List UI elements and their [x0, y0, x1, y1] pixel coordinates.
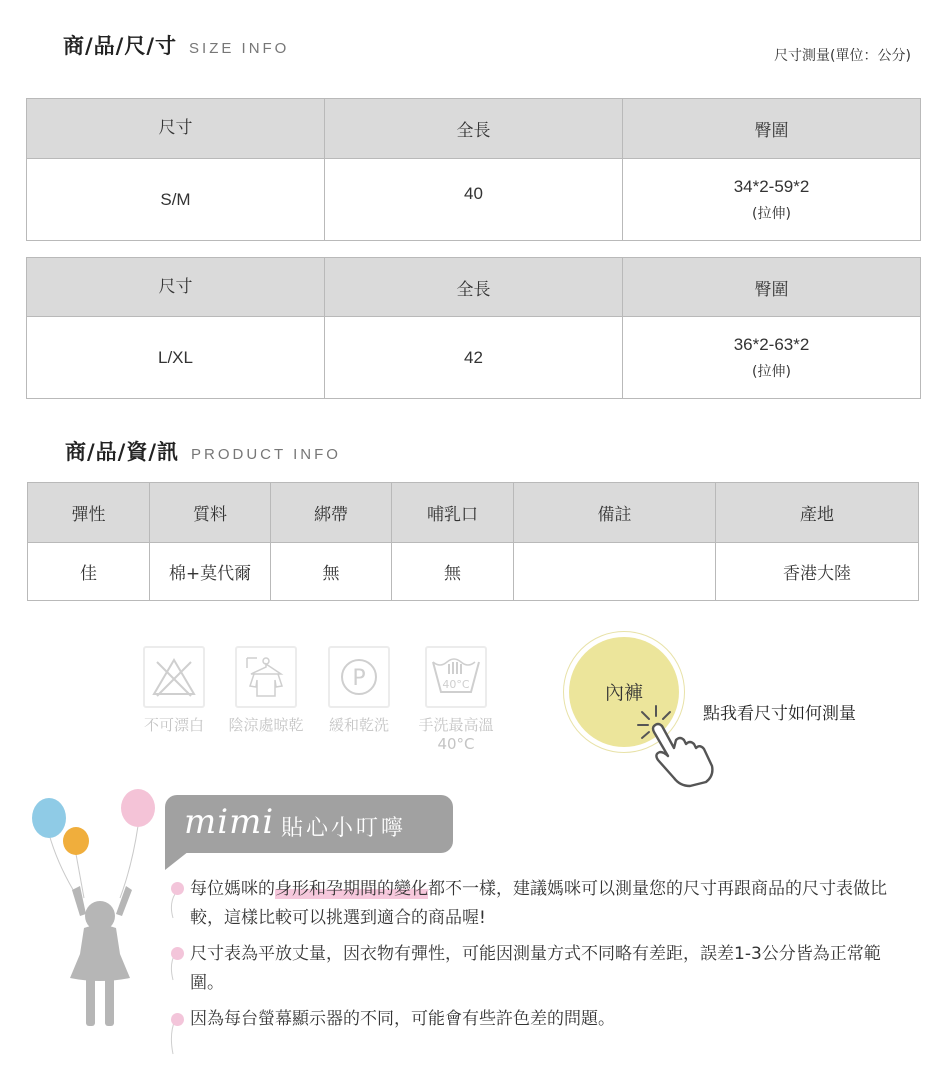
table-header-row [28, 483, 919, 543]
dryclean-glyph: P [352, 666, 366, 691]
tip-bullet [171, 947, 184, 960]
cell-nursing: 無 [392, 543, 514, 601]
girl-balloons-illustration [28, 786, 168, 1036]
tip-bullet [171, 1013, 184, 1026]
girl-silhouette [70, 886, 132, 1026]
unit-note: 尺寸測量(單位：公分) [774, 48, 911, 64]
orange-balloon [63, 827, 89, 855]
tip-1-highlight: 身形和孕期間的變化 [275, 879, 428, 899]
header-hip: 臀圍 [623, 99, 921, 159]
product-info-table [27, 482, 919, 601]
hip-value: 36*2-63*2 [733, 334, 810, 354]
hand-wash-icon [425, 646, 487, 708]
product-section-title [65, 436, 341, 466]
brand-logo: mimi [184, 802, 275, 842]
tip-1-before: 每位媽咪的 [190, 879, 275, 899]
table-row [27, 159, 921, 241]
size-table-1 [26, 98, 921, 241]
size-title-zh: 商/品/尺/寸 [63, 34, 178, 58]
header-remarks: 備註 [514, 483, 716, 543]
shade-dry-icon [235, 646, 297, 708]
care-label-line1: 手洗最高溫 [418, 716, 494, 734]
table-header-row [27, 99, 921, 159]
hip-value: 34*2-59*2 [733, 176, 810, 196]
length-value: 40 [464, 183, 483, 203]
tips-heading: 貼心小叮嚀 [281, 816, 407, 841]
product-title-zh: 商/品/資/訊 [65, 440, 180, 464]
cell-length [325, 159, 623, 241]
size-section-title [63, 30, 289, 60]
tip-1-after: 都不一樣，建議媽咪可以測量您的尺寸再跟商品的尺寸表做比較，這樣比較可以挑選到適合的商品喔! [190, 879, 887, 928]
tip-item-2: 尺寸表為平放丈量，因衣物有彈性，可能因測量方式不同略有差距，誤差1-3公分皆為正常範圍。 [190, 944, 881, 993]
bubble-tail [165, 840, 205, 870]
cell-origin: 香港大陸 [716, 543, 919, 601]
tips-connector [167, 888, 181, 1058]
cell-size: S/M [27, 159, 325, 241]
blue-balloon [32, 798, 66, 838]
header-origin: 產地 [716, 483, 919, 543]
care-hand-wash [410, 646, 502, 754]
cell-hip [623, 317, 921, 399]
measure-guide-link[interactable]: 點我看尺寸如何測量 [703, 704, 856, 724]
size-table-2 [26, 257, 921, 399]
cell-elasticity: 佳 [28, 543, 150, 601]
cell-size: L/XL [27, 317, 325, 399]
table-row [28, 543, 919, 601]
hip-note: (拉伸) [752, 205, 791, 222]
hand-wash-glyph: 40°C [442, 678, 470, 691]
header-size: 尺寸 [27, 99, 325, 159]
care-label-line2: 40°C [437, 735, 475, 753]
care-no-bleach [128, 646, 220, 735]
header-size: 尺寸 [27, 258, 325, 317]
header-nursing: 哺乳口 [392, 483, 514, 543]
size-title-en: SIZE INFO [189, 40, 290, 57]
tip-item-3: 因為每台螢幕顯示器的不同，可能會有些許色差的問題。 [190, 1009, 615, 1029]
measure-circle-label[interactable]: 內褲 [604, 682, 643, 704]
care-label: 陰涼處晾乾 [228, 716, 304, 734]
table-row [27, 317, 921, 399]
header-length: 全長 [325, 99, 623, 159]
cell-remarks [514, 543, 716, 601]
cell-ties: 無 [271, 543, 392, 601]
pink-balloon [121, 789, 155, 827]
care-label [410, 716, 502, 754]
care-shade-dry [216, 646, 316, 735]
cell-material: 棉+莫代爾 [150, 543, 271, 601]
table-header-row [27, 258, 921, 317]
tip-bullet [171, 882, 184, 895]
header-elasticity: 彈性 [28, 483, 150, 543]
care-label: 緩和乾洗 [328, 716, 389, 734]
hip-note: (拉伸) [752, 363, 791, 380]
header-length: 全長 [325, 258, 623, 317]
header-ties: 綁帶 [271, 483, 392, 543]
no-bleach-icon [143, 646, 205, 708]
care-gentle-dryclean [318, 646, 400, 735]
header-material: 質料 [150, 483, 271, 543]
header-hip: 臀圍 [623, 258, 921, 317]
cell-hip [623, 159, 921, 241]
product-title-en: PRODUCT INFO [191, 446, 341, 463]
tip-item-1 [190, 875, 910, 933]
gentle-dryclean-icon [328, 646, 390, 708]
care-label: 不可漂白 [143, 716, 204, 734]
cell-length: 42 [325, 317, 623, 399]
